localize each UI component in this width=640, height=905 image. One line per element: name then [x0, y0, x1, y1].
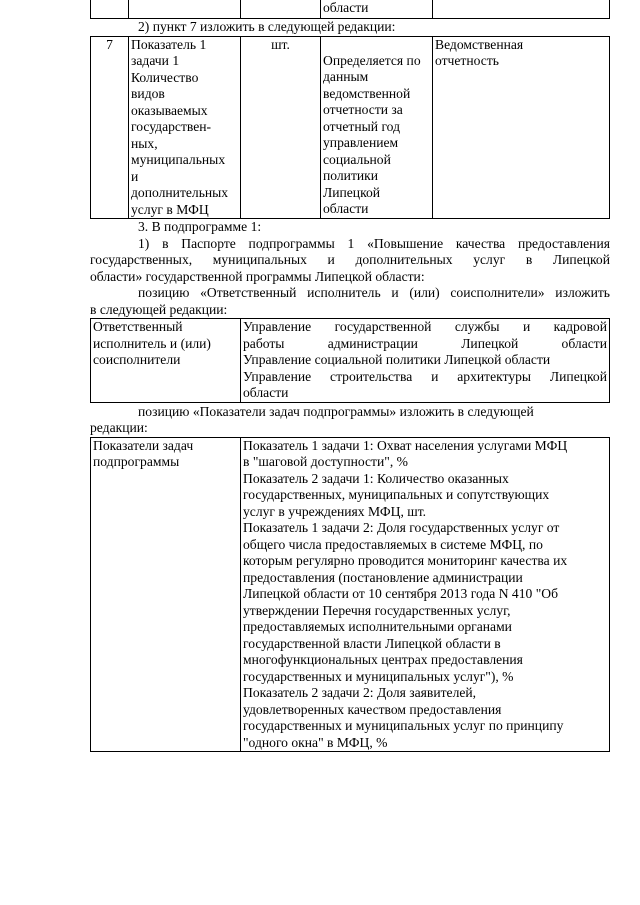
document-page — [90, 0, 610, 752]
item7-table — [90, 36, 610, 220]
indicators-table — [90, 437, 610, 753]
paragraph-item2: 2) пункт 7 изложить в следующей редакции: — [138, 19, 396, 34]
top-table-fragment — [90, 0, 610, 19]
responsible-label: Ответственный исполнитель и (или) соисполнители — [91, 319, 241, 403]
item7-method: Определяется по данным ведомственной отчетности за отчетный год управлением социальной политики Липецкой области — [321, 36, 433, 219]
position-responsible-intro: позицию «Ответственный исполнитель и (или) соисполнители» изложить в следующей редакции: — [90, 285, 610, 317]
indicators-label: Показатели задач подпрограммы — [91, 437, 241, 752]
section-3-heading: 3. В подпрограмме 1: — [138, 219, 262, 234]
indicators-value: Показатель 1 задачи 1: Охват населения услугами МФЦ в "шаговой доступности", % Показатель 2 задачи 1: Количество оказанных государственных, муниципальных и сопутствующих услуг в учреждениях МФЦ, шт. Показатель 1 задачи 2: Доля государственных услуг от общего числа предоставляемых в системе МФЦ, по которым регулярно проводится мониторинг качества их предоставления (постановление администрации Липецкой области от 10 сентября 2013 года N 410 "Об утверждении Перечня государственных услуг, предоставляемых исполнительными органами государственной власти Липецкой области в многофункциональных центрах предоставления государственных и муниципальных услуг"), % Показатель 2 задачи 2: Доля заявителей, удовлетворенных качеством предоставления государственных и муниципальных услуг по принципу "одного окна" в МФЦ, % — [241, 437, 610, 752]
position-indicators-intro: позицию «Показатели задач подпрограммы» изложить в следующей редакции: — [90, 403, 534, 435]
responsible-value: Управление государственной службы и кадровой работы администрации Липецкой области Управление социальной политики Липецкой области Управление строительства и архитектуры Липецкой области — [241, 319, 610, 403]
item7-unit: шт. — [241, 36, 321, 219]
responsible-table — [90, 318, 610, 403]
paragraph-1: 1) в Паспорте подпрограммы 1 «Повышение качества предоставления государственных, муниципальных и дополнительных услуг в Липецкой области» государственной программы Липецкой области: — [90, 235, 610, 284]
item7-name: Показатель 1 задачи 1 Количество видов оказываемых государствен- ных, муниципальных и дополнительных услуг в МФЦ — [129, 36, 241, 219]
item7-number: 7 — [91, 36, 129, 219]
item7-source: Ведомственная отчетность — [433, 36, 610, 219]
top-table-cell: области — [321, 0, 433, 19]
